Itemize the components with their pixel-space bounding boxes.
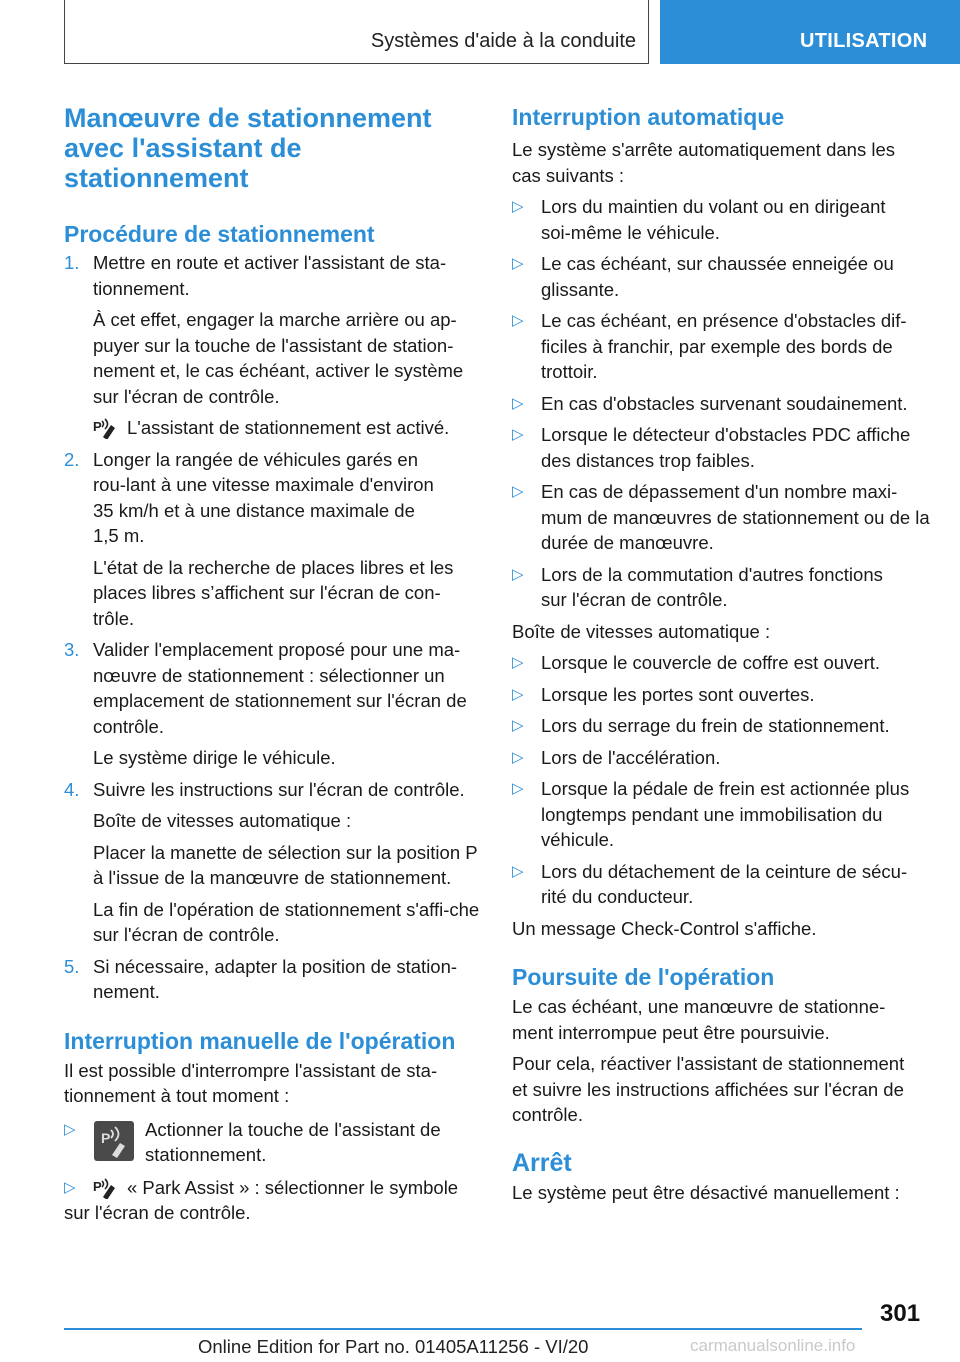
watermark: carmanualsonline.info	[690, 1336, 856, 1355]
list-item: ▷ Lors du détachement de la ceinture de sécu-rité du conducteur.	[512, 860, 908, 907]
step-1	[64, 250, 480, 441]
list-item: ▷ Lorsque le couvercle de coffre est ouvert.	[512, 650, 932, 676]
triangle-bullet-icon: ▷	[512, 717, 524, 734]
list-item: ▷ En cas d'obstacles survenant soudainement.	[512, 391, 932, 417]
chapter-tab-label: UTILISATION	[800, 30, 928, 52]
step-5	[64, 954, 480, 1005]
right-column	[512, 103, 932, 1205]
step-3	[64, 637, 480, 771]
header-section-box	[64, 0, 649, 64]
list-item: ▷ En cas de dépassement d'un nombre maxi-mum de manœuvres de stationnement ou de la durée de manœuvre.	[512, 481, 930, 553]
left-column	[64, 103, 480, 1226]
triangle-bullet-icon: ▷	[512, 780, 524, 797]
step-text: Longer la rangée de véhicules garés en rou-lant à une vitesse maximale d'environ 35 km/h et à une distance maximale de 1,5 m.	[93, 448, 434, 546]
step-number: 5.	[64, 955, 80, 977]
svg-text:P: P	[93, 419, 102, 434]
triangle-bullet-icon: ▷	[512, 483, 524, 500]
list-item: ▷ Lorsque les portes sont ouvertes.	[512, 682, 932, 708]
step-number: 4.	[64, 778, 80, 800]
auto-interruption-list	[512, 194, 932, 613]
list-item: ▷ Lors du maintien du volant ou en dirigeant soi-même le véhicule.	[512, 196, 886, 243]
step-icon-text: L'assistant de stationnement est activé.	[127, 417, 450, 438]
gearbox-list	[512, 650, 932, 910]
section-title: Systèmes d'aide à la conduite	[370, 30, 636, 52]
continue-heading: Poursuite de l'opération	[512, 964, 775, 990]
step-text: Boîte de vitesses automatique :	[93, 810, 352, 831]
step-text: Valider l'emplacement proposé pour une ma-nœuvre de stationnement : sélectionner un emplacement de stationnement sur l'écran de contrôle.	[93, 639, 467, 737]
footer-edition: Online Edition for Part no. 01405A11256 - VI/20	[198, 1336, 589, 1357]
svg-text:P: P	[101, 1129, 111, 1146]
stop-text: Le système peut être désactivé manuellement :	[512, 1181, 900, 1203]
auto-interruption-heading: Interruption automatique	[512, 104, 785, 130]
step-4	[64, 777, 480, 948]
triangle-bullet-icon: ▷	[512, 255, 524, 272]
triangle-bullet-icon: ▷	[512, 654, 524, 671]
triangle-bullet-icon: ▷	[512, 862, 524, 880]
manual-interruption-intro: Il est possible d'interrompre l'assistant de sta-tionnement à tout moment :	[64, 1059, 438, 1106]
manual-item-text: « Park Assist » : sélectionner le symbole sur l'écran de contrôle.	[64, 1176, 459, 1223]
triangle-bullet-icon: ▷	[512, 685, 524, 703]
step-text: La fin de l'opération de stationnement s'affi-che sur l'écran de contrôle.	[93, 898, 480, 945]
step-number: 3.	[64, 639, 80, 660]
list-item: ▷ Lors du serrage du frein de stationnement.	[512, 713, 932, 739]
triangle-bullet-icon: ▷	[512, 394, 524, 412]
list-item: ▷ Le cas échéant, en présence d'obstacles dif-ficiles à franchir, par exemple des bords de trottoir.	[512, 310, 907, 382]
auto-interruption-intro: Le système s'arrête automatiquement dans les cas suivants :	[512, 139, 895, 186]
step-text: Le système dirige le véhicule.	[93, 747, 336, 768]
chapter-tab	[660, 0, 960, 64]
park-assist-icon	[93, 417, 121, 439]
continue-text: Pour cela, réactiver l'assistant de stationnement et suivre les instructions affichées sur l'écran de contrôle.	[512, 1053, 905, 1125]
list-item: ▷ Lorsque la pédale de frein est actionnée plus longtemps pendant une immobilisation du véhicule.	[512, 778, 910, 850]
park-assist-icon	[93, 1177, 121, 1199]
page-number: 301	[880, 1300, 921, 1327]
check-control-message: Un message Check-Control s'affiche.	[512, 917, 817, 939]
step-text: À cet effet, engager la marche arrière ou ap-puyer sur la touche de l'assistant de station-nement et, le cas échéant, activer le système sur l'écran de contrôle.	[93, 309, 464, 407]
triangle-bullet-icon: ▷	[512, 312, 524, 329]
procedure-steps	[64, 250, 480, 1005]
list-item: ▷ Lors de la commutation d'autres fonctions sur l'écran de contrôle.	[512, 563, 883, 610]
page-title: Manœuvre de stationnement avec l'assistant de stationnement	[64, 103, 432, 193]
footer-divider	[64, 1328, 862, 1330]
manual-item-button	[64, 1117, 480, 1169]
triangle-bullet-icon: ▷	[512, 426, 524, 443]
triangle-bullet-icon: ▷	[512, 748, 524, 766]
step-text: Mettre en route et activer l'assistant de sta-tionnement.	[93, 252, 447, 299]
svg-text:P: P	[93, 1178, 102, 1194]
triangle-bullet-icon: ▷	[64, 1120, 76, 1138]
step-text: Suivre les instructions sur l'écran de contrôle.	[93, 778, 465, 800]
list-item: ▷ Lorsque le détecteur d'obstacles PDC affiche des distances trop faibles.	[512, 424, 911, 471]
step-2	[64, 447, 480, 632]
triangle-bullet-icon: ▷	[64, 1178, 76, 1196]
step-text: Placer la manette de sélection sur la position P à l'issue de la manœuvre de stationnement.	[93, 841, 478, 888]
step-text: Si nécessaire, adapter la position de station-nement.	[93, 955, 458, 1002]
step-icon-line	[93, 415, 480, 441]
gearbox-label: Boîte de vitesses automatique :	[512, 620, 771, 642]
procedure-heading: Procédure de stationnement	[64, 221, 375, 247]
triangle-bullet-icon: ▷	[512, 565, 524, 583]
manual-item-screen	[64, 1175, 480, 1226]
manual-interruption-heading: Interruption manuelle de l'opération	[64, 1027, 456, 1054]
step-number: 1.	[64, 252, 80, 273]
triangle-bullet-icon: ▷	[512, 198, 524, 215]
list-item: ▷ Lors de l'accélération.	[512, 745, 932, 771]
stop-heading: Arrêt	[512, 1148, 572, 1177]
step-number: 2.	[64, 448, 80, 470]
park-assist-button-icon	[94, 1121, 134, 1161]
continue-text: Le cas échéant, une manœuvre de stationne-ment interrompue peut être poursuivie.	[512, 996, 886, 1043]
list-item: ▷ Le cas échéant, sur chaussée enneigée ou glissante.	[512, 253, 894, 300]
manual-item-text: Actionner la touche de l'assistant de stationnement.	[145, 1118, 441, 1165]
step-text: L'état de la recherche de places libres et les places libres s’affichent sur l'écran de con-trôle.	[93, 556, 454, 629]
